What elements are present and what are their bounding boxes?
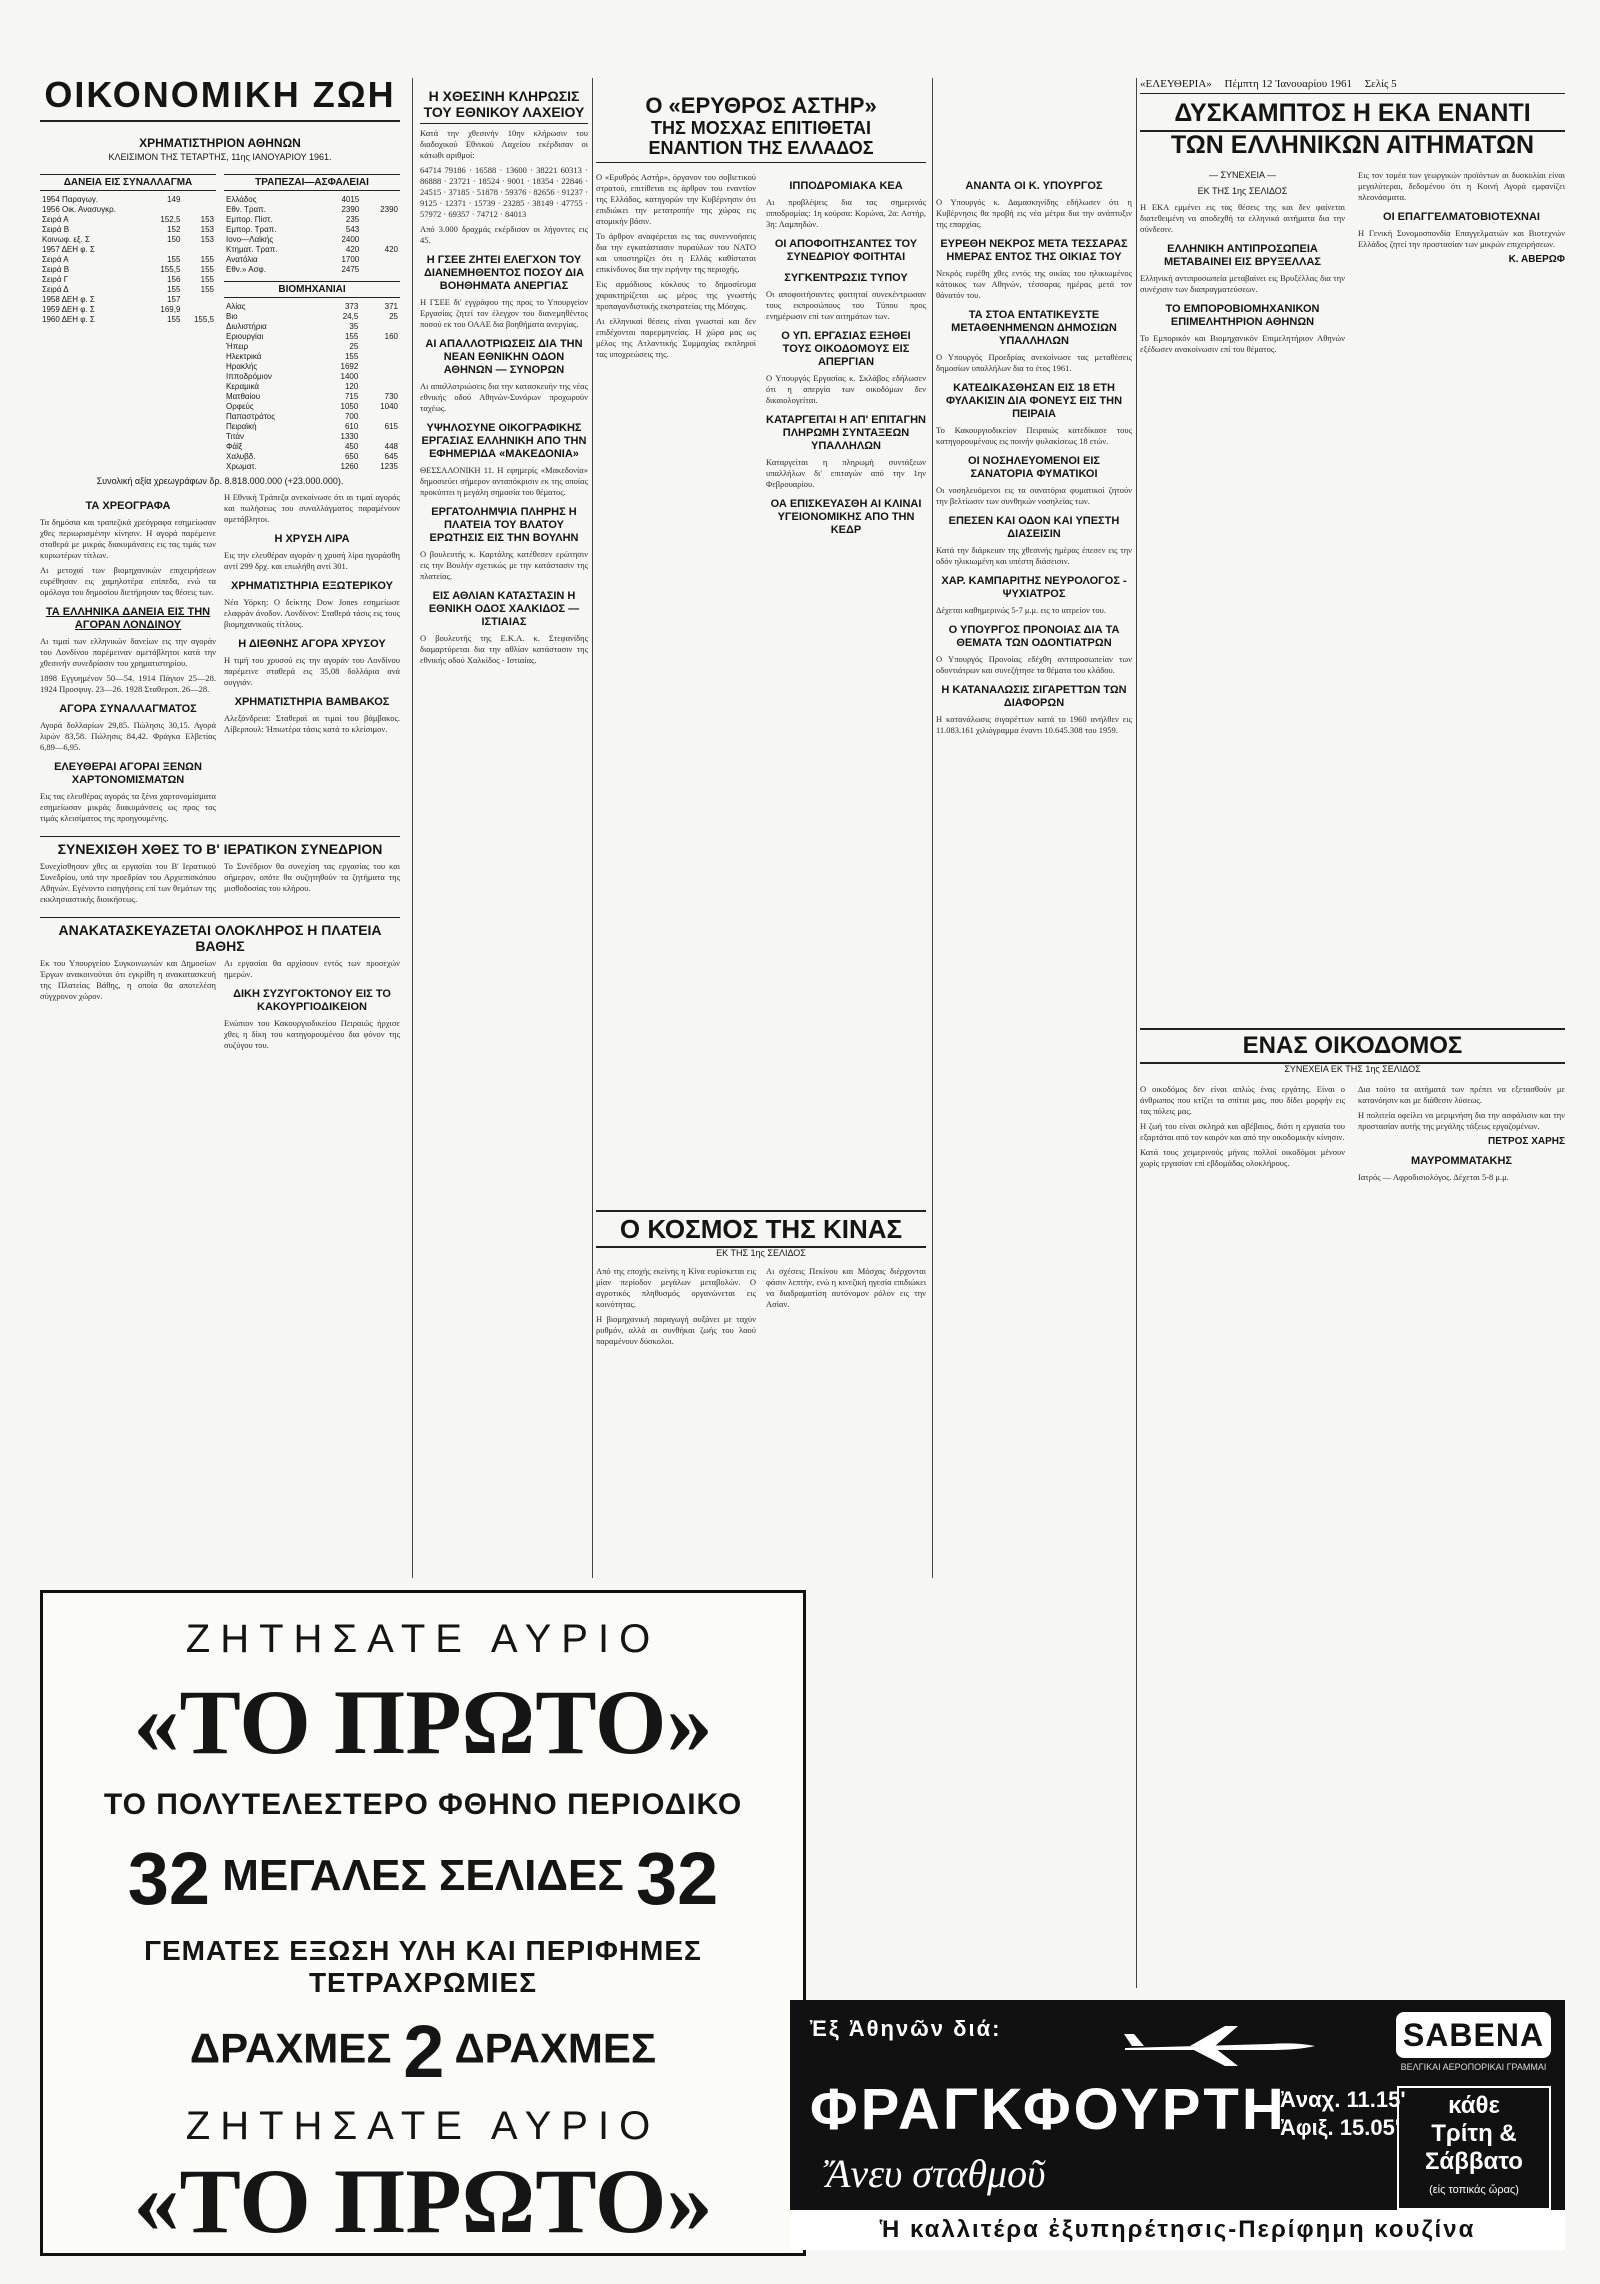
industry-table-head: ΒΙΟΜΗΧΑΝΙΑΙ [224, 281, 400, 298]
loan-row-value: 156 [167, 275, 181, 284]
heading-klirosi: Η ΧΘΕΣΙΝΗ ΚΛΗΡΩΣΙΣ ΤΟΥ ΕΘΝΙΚΟΥ ΛΑΧΕΙΟΥ [420, 88, 588, 124]
heading-apallotriwseis: ΑΙ ΑΠΑΛΛΟΤΡΙΩΣΕΙΣ ΔΙΑ ΤΗΝ ΝΕΑΝ ΕΘΝΙΚΗΝ ΟΔΟΝ ΑΘΗΝΩΝ — ΣΥΝΟΡΩΝ [425, 338, 583, 376]
industry-row-label: Παπαστράτος [226, 412, 276, 421]
bank-row [224, 205, 400, 215]
industry-row-label: Διυλιστήρια [226, 322, 267, 331]
heading-epaggelmatovio: ΟΙ ΕΠΑΓΓΕΛΜΑΤΟΒΙΟΤΕΧΝΑΙ [1383, 211, 1540, 223]
industry-row-value: 715 [344, 392, 359, 401]
top-story-col-a: Ο «Ερυθρός Αστήρ», όργανον του σοβιετικού στρατού, επιτίθεται εις άρθρον του εναντίον της Ελλάδος, κατηγορών την Κυβέρνησιν ότι επιδιώκει την μετατροπήν της χώρας εις ατομικήν βάσιν. Το άρθρον αναφέρεται εις τας συνεννοήσεις δια την εγκατάστασιν πυραύλων του ΝΑΤΟ και υποστηρίζει ότι η Ελλάς καθίσταται επικίνδυνος δια την ειρήνην της περιοχής. Εις αρμόδιους κύκλους το δημοσίευμα χαρακτηρίζεται ως μέρος της γνωστής προπαγανδιστικής εκστρατείας της Μόσχας. Αι ελληνικαί θέσεις είναι γνωσταί και δεν επιδέχονται παρερμηνείας. Η χώρα μας ως μέλος της Ατλαντικής Συμμαχίας εκπληροί τας υποχρεώσεις της. [596, 172, 756, 359]
industry-row-value: 371 [384, 302, 398, 311]
loan-row-value: 155 [200, 255, 214, 264]
bank-row-label: Κτηματ. Τραπ. [226, 245, 278, 254]
industry-row-value: 373 [344, 302, 359, 311]
paper-name: «ΕΛΕΥΘΕΡΙΑ» [1140, 78, 1212, 90]
industry-row-value: 1260 [340, 462, 359, 471]
industry-row-value: 155 [344, 332, 359, 341]
loan-row-value: 155 [200, 285, 214, 294]
dyskamptos-from-page: ΕΚ ΤΗΣ 1ης ΣΕΛΙΔΟΣ [1197, 186, 1288, 196]
industry-row-label: Βιο [226, 312, 238, 321]
loan-row-value: 152 [167, 225, 181, 234]
heading-ypourgeio: Ο ΥΠ. ΕΡΓΑΣΙΑΣ ΕΞΗΘΕΙ ΤΟΥΣ ΟΙΚΟΔΟΜΟΥΣ ΕΙΣ ΑΠΕΡΓΙΑΝ [781, 330, 911, 368]
loan-row-value [182, 205, 216, 215]
ad-proto-tagline: ΤΟ ΠΟΛΥΤΕΛΕΣΤΕΡΟ ΦΘΗΝΟ ΠΕΡΙΟΔΙΚΟ [103, 1788, 743, 1821]
dyskamptos-line-2: ΤΩΝ ΕΛΛΗΝΙΚΩΝ ΑΙΤΗΜΑΤΩΝ [1170, 131, 1535, 159]
industry-row-value: 615 [384, 422, 398, 431]
plateia-text: Εκ του Υπουργείου Συγκοινωνιών και Δημοσίων Έργων ανακοινούται ότι εγκρίθη η ανακατασκευή της Πλατείας Βάθης, η οποία θα αποτελέση σύγχρονον χώρον. Αι εργασίαι θα αρχίσουν εντός των προσεχών ημερών. ΔΙΚΗ ΣΥΖΥΓΟΚΤΟΝΟΥ ΕΙΣ ΤΟ ΚΑΚΟΥΡΓΙΟΔΙΚΕΙΟΝ Ενώπιον του Κακουργιοδικείου Πειραιώς ήρχισε χθες η δίκη του κατηγορουμένου δια φόνον της συζύγου του. [40, 958, 400, 1055]
loan-row-value [182, 195, 216, 205]
ad-sabena-days-1: κάθε [1448, 2092, 1500, 2119]
industry-row-label: Αλίας [226, 302, 246, 311]
loan-row [40, 255, 216, 265]
industry-row-label: Ηρακλής [226, 362, 258, 371]
finance-subcol-right: Η Εθνική Τράπεζα ανεκοίνωσε ότι αι τιμαί αγοράς και πωλήσεως του συναλλάγματος παραμένουν αμετάβλητοι. Η ΧΡΥΣΗ ΛΙΡΑ Εις την ελευθέραν αγοράν η χρυσή λίρα ηγοράσθη αντί 299 δρχ. και επωλήθη αντί 301. ΧΡΗΜΑΤΙΣΤΗΡΙΑ ΕΞΩΤΕΡΙΚΟΥ Νέα Υόρκη: Ο δείκτης Dow Jones εσημείωσε ελαφράν άνοδον. Λονδίνον: Σταθερά τάσις εις τους βιομηχανικούς τίτλους. Η ΔΙΕΘΝΗΣ ΑΓΟΡΑ ΧΡΥΣΟΥ Η τιμή του χρυσού εις την αγοράν του Λονδίνου παρέμεινε σταθερά εις 35,08 δολλάρια ανά ουγγιάν. ΧΡΗΜΑΤΙΣΤΗΡΙΑ ΒΑΜΒΑΚΟΣ Αλεξάνδρεια: Σταθεραί αι τιμαί του βάμβακος. Λίβερπουλ: Ήπιωτέρα τάσις κατά το κλείσιμον. [224, 492, 400, 734]
industry-row-value [360, 322, 400, 332]
bank-row-label: Εθν.» Ασφ. [226, 265, 266, 274]
heading-bouli: ΕΡΓΑΤΟΛΗΜΨΙΑ ΠΛΗΡΗΣ Η ΠΛΑΤΕΙΑ ΤΟΥ ΒΛΑΤΟΥ ΕΡΩΤΗΣΙΣ ΕΙΣ ΤΗΝ ΒΟΥΛΗΝ [429, 506, 579, 544]
industry-row-value: 1400 [340, 372, 359, 381]
loan-row-label: 1956 Οικ. Ανασυγκρ. [42, 205, 116, 214]
loan-row-label: Σειρά Α [42, 255, 69, 264]
oikodomos-col-b: Δια τούτο τα αιτήματά των πρέπει να εξετασθούν με κατανόησιν και με διάθεσιν λύσεως. Η πολιτεία οφείλει να μεριμνήση δια την ασφάλισιν και την προστασίαν αυτής της μεγάλης τάξεως εργαζομένων. ΠΕΤΡΟΣ ΧΑΡΗΣ ΜΑΥΡΟΜΜΑΤΑΚΗΣ Ιατρός — Αφροδισιολόγος. Δέχεται 5-8 μ.μ. [1358, 1084, 1565, 1182]
ad-to-proto[interactable] [40, 1590, 806, 2256]
loan-row-value: 155 [167, 285, 181, 294]
loan-row-label: 1957 ΔΕΗ φ. Σ [42, 245, 95, 254]
industry-row [224, 422, 400, 432]
total-value-line: Συνολική αξία χρεωγράφων δρ. 8.818.000.000 (+23.000.000). [96, 476, 344, 486]
ad-sabena-from: Ἐξ Ἀθηνῶν διά: [810, 2016, 1002, 2041]
bank-row-value: 2390 [341, 205, 360, 214]
industry-row-label: Πειραϊκή [226, 422, 257, 431]
bank-row [224, 195, 400, 205]
heading-chrysi-lira: Η ΧΡΥΣΗ ΛΙΡΑ [274, 533, 350, 545]
loan-row-value [182, 295, 216, 305]
bank-row-label: Ελλάδος [226, 195, 257, 204]
industry-row-value: 1330 [340, 432, 359, 441]
industry-row [224, 452, 400, 462]
industry-row-label: Ήπειρ [226, 342, 249, 351]
ad-proto-content: ΓΕΜΑΤΕΣ ΕΞΩΣΗ ΥΛΗ ΚΑΙ ΠΕΡΙΦΗΜΕΣ ΤΕΤΡΑΧΡΩΜΙΕΣ [144, 1935, 702, 1998]
dyskamptos-col-b: Εις τον τομέα των γεωργικών προϊόντων αι δυσκολίαι είναι μεγαλύτεραι, δεδομένου ότι η Κοινή Αγορά εμφανίζει πλεονάσματα. ΟΙ ΕΠΑΓΓΕΛΜΑΤΟΒΙΟΤΕΧΝΑΙ Η Γενική Συνομοσπονδία Επαγγελματιών και Βιοτεχνών Ελλάδος ζητεί την προστασίαν των μικρών επιχειρήσεων. Κ. ΑΒΕΡΩΦ [1358, 170, 1565, 265]
dyskamptos-line-1: ΔΥΣΚΑΜΠΤΟΣ Η ΕΚΑ ΕΝΑΝΤΙ [1140, 100, 1565, 132]
loan-row [40, 205, 216, 215]
banks-table [224, 168, 400, 472]
oikodomos-continued: ΣΥΝΕΧΕΙΑ ΕΚ ΤΗΣ 1ης ΣΕΛΙΔΟΣ [1284, 1064, 1421, 1074]
heading-emporovio: ΤΟ ΕΜΠΟΡΟΒΙΟΜΗΧΑΝΙΚΟΝ ΕΠΙΜΕΛΗΤΗΡΙΟΝ ΑΘΗΝΩΝ [1165, 303, 1320, 328]
industry-row [224, 462, 400, 472]
ad-proto-pages-text: ΜΕΓΑΛΕΣ ΣΕΛΙΔΕΣ [222, 1851, 624, 1901]
loan-row-label: Σειρά Β [42, 265, 70, 274]
heading-katargeitai: ΚΑΤΑΡΓΕΙΤΑΙ Η ΑΠ' ΕΠΙΤΑΓΗΝ ΠΛΗΡΩΜΗ ΣΥΝΤΑΞΕΩΝ ΥΠΑΛΛΗΛΩΝ [766, 414, 926, 452]
bank-row-value: 2475 [341, 265, 360, 274]
loan-row-value: 155,5 [160, 265, 181, 274]
loan-row-value: 155,5 [193, 315, 214, 324]
loan-row-value [149, 205, 183, 215]
industry-row [224, 432, 400, 442]
industry-row [224, 302, 400, 312]
industry-row-value [360, 382, 400, 392]
industry-row-value: 24,5 [342, 312, 359, 321]
industry-row-value [360, 342, 400, 352]
industry-row-label: Ιπποδρόμιον [226, 372, 272, 381]
headline-line-2: ΤΗΣ ΜΟΣΧΑΣ ΕΠΙΤΙΘΕΤΑΙ [650, 118, 872, 138]
bank-row-value [361, 215, 400, 225]
industry-row-label: Χρωματ. [226, 462, 257, 471]
industry-row-label: Ηλεκτρικά [226, 352, 262, 361]
banks-rows [224, 195, 400, 275]
bank-row [224, 245, 400, 255]
heading-mavrommatakis: ΜΑΥΡΟΜΜΑΤΑΚΗΣ [1410, 1155, 1513, 1167]
bank-row-value [361, 265, 400, 275]
newspaper-page [40, 30, 1565, 2250]
loan-row-value: 155 [200, 265, 214, 274]
heading-gsee: Η ΓΣΕΕ ΖΗΤΕΙ ΕΛΕΓΧΟΝ ΤΟΥ ΔΙΑΝΕΜΗΘΕΝΤΟΣ ΠΟΣΟΥ ΔΙΑ ΒΟΗΘΗΜΑΤΑ ΑΝΕΡΓΙΑΣ [423, 254, 585, 292]
loan-row [40, 215, 216, 225]
loan-row-value: 152,5 [160, 215, 181, 224]
column-rule [932, 78, 933, 1578]
loan-row-label: Σειρά Β [42, 225, 70, 234]
bank-row-label: Εμπορ. Τραπ. [226, 225, 277, 234]
industry-row [224, 402, 400, 412]
industry-row [224, 362, 400, 372]
heading-diethnis-agora: Η ΔΙΕΘΝΗΣ ΑΓΟΡΑ ΧΡΥΣΟΥ [238, 638, 386, 650]
headline-kosmos: Ο ΚΟΣΜΟΣ ΤΗΣ ΚΙΝΑΣ [596, 1210, 926, 1248]
loan-row [40, 225, 216, 235]
heading-odos: ΕΙΣ ΑΘΛΙΑΝ ΚΑΤΑΣΤΑΣΙΝ Η ΕΘΝΙΚΗ ΟΔΟΣ ΧΑΛΚΙΔΟΣ — ΙΣΤΙΑΙΑΣ [428, 590, 580, 628]
heading-xreografa: ΤΑ ΧΡΕΟΓΡΑΦΑ [85, 500, 171, 512]
industry-row-label: Ορφεύς [226, 402, 254, 411]
page-header-line [1140, 78, 1565, 94]
headline-line-3: ΕΝΑΝΤΙΟΝ ΤΗΣ ΕΛΛΑΔΟΣ [596, 138, 926, 163]
heading-hellenic-loans: ΤΑ ΕΛΛΗΝΙΚΑ ΔΑΝΕΙΑ ΕΙΣ ΤΗΝ ΑΓΟΡΑΝ ΛΟΝΔΙΝΟΥ [45, 606, 211, 631]
industry-row [224, 342, 400, 352]
industry-row-label: Ματθαίου [226, 392, 261, 401]
loan-row-value [182, 305, 216, 315]
heading-xrimatistiria: ΧΡΗΜΑΤΙΣΤΗΡΙΑ ΕΞΩΤΕΡΙΚΟΥ [231, 580, 393, 592]
ad-proto-price-pre: ΔΡΑΧΜΕΣ [189, 2024, 392, 2072]
industry-row-value: 610 [344, 422, 359, 431]
heading-apoxiriseis: ΟΙ ΑΠΟΦΟΙΤΗΣΑΝΤΕΣ ΤΟΥ ΣΥΝΕΔΡΙΟΥ ΦΟΙΤΗΤΑΙ [774, 238, 918, 263]
ad-sabena-days-2: Τρίτη & Σάββατο [1425, 2120, 1523, 2175]
industry-row-value: 120 [344, 382, 359, 391]
industry-row-label: Εριουργίαι [226, 332, 264, 341]
heading-bambakos: ΧΡΗΜΑΤΙΣΤΗΡΙΑ ΒΑΜΒΑΚΟΣ [234, 696, 390, 708]
bank-row [224, 215, 400, 225]
loan-row-label: Σειρά Δ [42, 285, 69, 294]
signature-aberop: Κ. ΑΒΕΡΩΦ [1508, 254, 1565, 265]
loan-row [40, 265, 216, 275]
industry-row-value: 730 [384, 392, 398, 401]
column-rule [412, 78, 413, 1578]
column-finance [40, 130, 400, 1055]
dyskamptos-headline [1140, 100, 1565, 162]
ad-proto-pages-num-2: 32 [635, 1837, 719, 1920]
heading-synodos: ΣΥΝΕΧΙΣΘΗ ΧΘΕΣ ΤΟ Β' ΙΕΡΑΤΙΚΟΝ ΣΥΝΕΔΡΙΟΝ [40, 836, 400, 857]
bank-row [224, 235, 400, 245]
finance-subcolumns [40, 492, 400, 828]
heading-nekros: ΕΥΡΕΘΗ ΝΕΚΡΟΣ ΜΕΤΑ ΤΕΣΣΑΡΑΣ ΗΜΕΡΑΣ ΕΝΤΟΣ ΤΗΣ ΟΙΚΙΑΣ ΤΟΥ [940, 238, 1128, 263]
heading-dimosioi: ΤΑ ΣΤΟΑ ΕΝΤΑΤΙΚΕΥΣΤΕ ΜΕΤΑΘΕΝΗΜΕΝΩΝ ΔΗΜΟΣΙΩΝ ΥΠΑΛΛΗΛΩΝ [951, 309, 1117, 347]
loan-row-value: 150 [167, 235, 181, 244]
heading-agora-synallagmatos: ΑΓΟΡΑ ΣΥΝΑΛΛΑΓΜΑΤΟΣ [59, 703, 197, 715]
loan-row-value: 155 [167, 255, 181, 264]
loan-row-value: 149 [167, 195, 181, 204]
heading-ippodromiaka: ΙΠΠΟΔΡΟΜΙΑΚΑ ΚΕΑ [789, 180, 903, 192]
ad-proto-pages-num: 32 [127, 1837, 211, 1920]
ad-sabena-days-3: (εἰς τοπικάς ὥρας) [1429, 2184, 1519, 2196]
industry-row [224, 392, 400, 402]
loan-row-value: 155 [200, 275, 214, 284]
loans-rows [40, 195, 216, 325]
bank-row-value: 1700 [341, 255, 360, 264]
loan-row-value [149, 245, 183, 255]
ad-sabena[interactable] [790, 2000, 1565, 2250]
ad-proto-price-post: ΔΡΑΧΜΕΣ [454, 2024, 657, 2072]
industry-row-label: Τιτάν [226, 432, 245, 441]
heading-typos: ΣΥΓΚΕΝΤΡΩΣΙΣ ΤΥΠΟΥ [784, 272, 908, 284]
loan-row [40, 295, 216, 305]
loan-row-label: 1960 ΔΕΗ φ. Σ [42, 315, 95, 324]
industry-row [224, 412, 400, 422]
kosmos-col-a: Από της εποχής εκείνης η Κίνα ευρίσκεται εις μίαν περίοδον μεγάλων μεταβολών. Ο αγροτικός πληθυσμός οργανώνεται εις κοινότητας. Η βιομηχανική παραγωγή αυξάνει με ταχύν ρυθμόν, αλλά αι συνθήκαι ζωής του λαού παραμένουν δύσκολοι. [596, 1266, 756, 1346]
column-rule [1136, 78, 1137, 1988]
loan-row-value: 169,9 [160, 305, 181, 314]
loan-row [40, 235, 216, 245]
loan-row-label: 1954 Παραγωγ. [42, 195, 99, 204]
industry-row [224, 442, 400, 452]
heading-eleftherai-agorai: ΕΛΕΥΘΕΡΑΙ ΑΓΟΡΑΙ ΞΕΝΩΝ ΧΑΡΤΟΝΟΜΙΣΜΑΤΩΝ [54, 761, 202, 786]
bank-row-value: 2400 [341, 235, 360, 244]
industry-row [224, 322, 400, 332]
loan-row-label: Σειρά Α [42, 215, 69, 224]
kosmos-continued: ΕΚ ΤΗΣ 1ης ΣΕΛΙΔΟΣ [716, 1248, 806, 1258]
industry-row-value: 35 [349, 322, 359, 331]
bank-row-label: Ιονο—Λαϊκής [226, 235, 274, 244]
loan-row [40, 305, 216, 315]
loan-row-value [182, 245, 216, 255]
bank-row [224, 255, 400, 265]
loan-row [40, 245, 216, 255]
ad-proto-title-2: «ΤΟ ΠΡΩΤΟ» [133, 2150, 713, 2252]
synodos-text: Συνεχίσθησαν χθες αι εργασίαι του Β' Ιερατικού Συνεδρίου, υπό την προεδρίαν του Αρχιεπισκόπου Αθηνών. Εγένοντο εισηγήσεις επί των θεμάτων της εκκλησιαστικής διοικήσεως. Το Συνέδριον θα συνεχίση τας εργασίας του και σήμερον, οπότε θα συζητηθούν τα ζητήματα της μισθοδοσίας του κλήρου. [40, 861, 400, 904]
industry-row-value: 650 [344, 452, 359, 461]
heading-katadikasthis: ΚΑΤΕΔΙΚΑΣΘΗΣΑΝ ΕΙΣ 18 ΕΤΗ ΦΥΛΑΚΙΣΙΝ ΔΙΑ ΦΟΝΕΥΣ ΕΙΣ ΤΗΝ ΠΕΙΡΑΙΑ [945, 382, 1123, 420]
industry-row [224, 312, 400, 322]
ad-proto-line-1: ΖΗΤΗΣΑΤΕ ΑΥΡΙΟ [185, 1617, 661, 1661]
heading-elliniki-antiprosopeia: ΕΛΛΗΝΙΚΗ ΑΝΤΙΠΡΟΣΩΠΕΙΑ ΜΕΤΑΒΑΙΝΕΙ ΕΙΣ ΒΡΥΞΕΛΛΑΣ [1164, 243, 1321, 268]
bank-row-value [361, 225, 400, 235]
heading-sanatoria: ΟΙ ΝΟΣΗΛΕΥΟΜΕΝΟΙ ΕΙΣ ΣΑΝΑΤΟΡΙΑ ΦΥΜΑΤΙΚΟΙ [968, 455, 1100, 480]
industry-row-value: 448 [384, 442, 398, 451]
heading-kampadritis: ΧΑΡ. ΚΑΜΠΑΡΙΤΗΣ ΝΕΥΡΟΛΟΓΟΣ - ΨΥΧΙΑΤΡΟΣ [941, 575, 1127, 600]
ad-proto-price [43, 2009, 803, 2094]
loan-row-value: 153 [200, 225, 214, 234]
industry-row-value: 1692 [340, 362, 359, 371]
industry-row-value: 155 [344, 352, 359, 361]
finance-subcol-left: ΤΑ ΧΡΕΟΓΡΑΦΑ Τα δημόσια και τραπεζικά χρεόγραφα εσημείωσαν χθες περιωρισμένην κίνησιν. Η αγορά παρέμεινε σταθερά με μικράς διακυμάνσεις εις τας τιμάς των κυριωτέρων τίτλων. Αι μετοχαί των βιομηχανικών επιχειρήσεων ευρέθησαν εις χαμηλοτέρα επίπεδα, ενώ τα ομόλογα του δημοσίου διετήρησαν τας θέσεις των. ΤΑ ΕΛΛΗΝΙΚΑ ΔΑΝΕΙΑ ΕΙΣ ΤΗΝ ΑΓΟΡΑΝ ΛΟΝΔΙΝΟΥ Αι τιμαί των ελληνικών δανείων εις την αγοράν του Λονδίνου παρέμειναν αμετάβλητοι κατά την χθεσινήν συνεδρίασιν του χρηματιστηρίου. 1898 Εγγυημένον 50—54. 1914 Πάγιον 25—28. 1924 Προσφυγ. 23—26. 1928 Σταθεροπ. 26—28. ΑΓΟΡΑ ΣΥΝΑΛΛΑΓΜΑΤΟΣ Αγορά δολλαρίων 29,85. Πώλησις 30,15. Αγορά λιρών 83,58. Πώλησις 84,42. Φράγκα Ελβετίας 6,89—6,95. ΕΛΕΥΘΕΡΑΙ ΑΓΟΡΑΙ ΞΕΝΩΝ ΧΑΡΤΟΝΟΜΙΣΜΑΤΩΝ Εις τας ελευθέρας αγοράς τα ξένα χαρτονομίσματα εσημείωσαν μικράς διακυμάνσεις ως προς τας τιμάς κλεισίματος της προηγουμένης. [40, 500, 216, 823]
industry-row-value: 25 [389, 312, 398, 321]
loan-row-value: 157 [167, 295, 181, 304]
bank-row-value [361, 255, 400, 265]
banks-table-head: ΤΡΑΠΕΖΑΙ—ΑΣΦΑΛΕΙΑΙ [224, 174, 400, 191]
industry-row-label: Χαλυβδ. [226, 452, 256, 461]
bank-row-value: 4015 [341, 195, 360, 204]
heading-odontiatrwn: Ο ΥΠΟΥΡΓΟΣ ΠΡΟΝΟΙΑΣ ΔΙΑ ΤΑ ΘΕΜΑΤΑ ΤΩΝ ΟΔΟΝΤΙΑΤΡΩΝ [948, 624, 1120, 649]
ad-sabena-times [1280, 2086, 1406, 2142]
column-rule [592, 78, 593, 1578]
industry-row [224, 382, 400, 392]
industry-row-value [360, 372, 400, 382]
dyskamptos-col-a: — ΣΥΝΕΧΕΙΑ — ΕΚ ΤΗΣ 1ης ΣΕΛΙΔΟΣ Η ΕΚΑ εμμένει εις τας θέσεις της και δεν φαίνεται διατεθειμένη να αποδεχθή τα ελληνικά αιτήματα δια την σύνδεσιν. ΕΛΛΗΝΙΚΗ ΑΝΤΙΠΡΟΣΩΠΕΙΑ ΜΕΤΑΒΑΙΝΕΙ ΕΙΣ ΒΡΥΞΕΛΛΑΣ Ελληνική αντιπροσωπεία μεταβαίνει εις Βρυξέλλας δια την συνέχισιν των διαπραγματεύσεων. ΤΟ ΕΜΠΟΡΟΒΙΟΜΗΧΑΝΙΚΟΝ ΕΠΙΜΕΛΗΤΗΡΙΟΝ ΑΘΗΝΩΝ Το Εμπορικόν και Βιομηχανικόν Επιμελητήριον Αθηνών εξέδωσεν ανακοίνωσιν επί του θέματος. [1140, 170, 1345, 354]
page-number: Σελίς 5 [1364, 78, 1397, 90]
ad-sabena-slogan: Ἡ καλλιτέρα ἐξυπηρέτησις-Περίφημη κουζίνα [790, 2210, 1565, 2250]
loan-row [40, 315, 216, 325]
heading-makedonia: ΥΨΗΛΟΣΥΝΕ ΟΙΚΟΓΡΑΦΙΚΗΣ ΕΡΓΑΣΙΑΣ ΕΛΛΗΝΙΚΗ ΑΠΟ ΤΗΝ ΕΦΗΜΕΡΙΔΑ «ΜΑΚΕΔΟΝΙΑ» [421, 422, 587, 460]
industry-row-value: 1050 [340, 402, 359, 411]
loans-table-head: ΔΑΝΕΙΑ ΕΙΣ ΣΥΝΑΛΛΑΓΜΑ [40, 174, 216, 191]
loan-row-label: 1959 ΔΕΗ φ. Σ [42, 305, 95, 314]
oikodomos-col-a: Ο οικοδόμος δεν είναι απλώς ένας εργάτης. Είναι ο άνθρωπος που κτίζει τα σπίτια μας, που δίδει μορφήν εις τας πόλεις μας. Η ζωή του είναι σκληρά και αβέβαιος, διότι η εργασία του εξαρτάται από τον καιρόν και από την οικοδομικήν κίνησιν. Κατά τους χειμερινούς μήνας πολλοί οικοδόμοι μένουν χωρίς εργασίαν επί εβδομάδας ολοκλήρους. [1140, 1084, 1345, 1168]
dyskamptos-continued: — ΣΥΝΕΧΕΙΑ — [1208, 170, 1277, 180]
issue-date: Πέμπτη 12 Ἰανουαρίου 1961 [1224, 78, 1352, 90]
bank-row-label: Εμπορ. Πίστ. [226, 215, 273, 224]
dikh-block: Αι εργασίαι θα αρχίσουν εντός των προσεχών ημερών. ΔΙΚΗ ΣΥΖΥΓΟΚΤΟΝΟΥ ΕΙΣ ΤΟ ΚΑΚΟΥΡΓΙΟΔΙΚΕΙΟΝ Ενώπιον του Κακουργιοδικείου Πειραιώς ήρχισε χθες η δίκη του κατηγορουμένου δια φόνον της συζύγου του. [224, 958, 400, 1050]
ad-proto-line-7: ΖΗΤΗΣΑΤΕ ΑΥΡΙΟ [185, 2104, 661, 2148]
industry-row [224, 372, 400, 382]
industry-row-value: 1235 [380, 462, 398, 471]
loan-row [40, 285, 216, 295]
heading-epesen: ΕΠΕΣΕΝ ΚΑΙ ΟΔΟΝ ΚΑΙ ΥΠΕΣΤΗ ΔΙΑΣΕΙΣΙΝ [948, 515, 1120, 540]
heading-episkepsi: ΟΑ ΕΠΙΣΚΕΥΑΣΘΗ ΑΙ ΚΛΙΝΑΙ ΥΓΕΙΟΝΟΜΙΚΗΣ ΑΠΟ ΤΗΝ ΚΕΔΡ [770, 498, 922, 536]
loan-row-label: Κοινωφ. εξ. Σ [42, 235, 90, 244]
industry-row-value: 645 [384, 452, 398, 461]
industry-row [224, 332, 400, 342]
industry-row-label: Φάϊξ [226, 442, 243, 451]
heading-dikh: ΔΙΚΗ ΣΥΖΥΓΟΚΤΟΝΟΥ ΕΙΣ ΤΟ ΚΑΚΟΥΡΓΙΟΔΙΚΕΙΟΝ [233, 988, 391, 1013]
industry-row-value: 160 [384, 332, 398, 341]
industry-row-value: 450 [344, 442, 359, 451]
ad-proto-title: «ΤΟ ΠΡΩΤΟ» [133, 1671, 713, 1773]
column-four: ΑΝΑΝΤΑ ΟΙ Κ. ΥΠΟΥΡΓΟΣ Ο Υπουργός κ. Δαμασκηνίδης εδήλωσεν ότι η Κυβέρνησις θα προβή εις νέα μέτρα δια την ανάπτυξιν της επαρχίας. ΕΥΡΕΘΗ ΝΕΚΡΟΣ ΜΕΤΑ ΤΕΣΣΑΡΑΣ ΗΜΕΡΑΣ ΕΝΤΟΣ ΤΗΣ ΟΙΚΙΑΣ ΤΟΥ Νεκρός ευρέθη χθες εντός της οικίας του ηλικιωμένος κάτοικος των Αθηνών, τέσσαρας ημέρας μετά τον θάνατόν του. ΤΑ ΣΤΟΑ ΕΝΤΑΤΙΚΕΥΣΤΕ ΜΕΤΑΘΕΝΗΜΕΝΩΝ ΔΗΜΟΣΙΩΝ ΥΠΑΛΛΗΛΩΝ Ο Υπουργός Προεδρίας ανεκοίνωσε τας μεταθέσεις δημοσίων υπαλλήλων δια το έτος 1961. ΚΑΤΕΔΙΚΑΣΘΗΣΑΝ ΕΙΣ 18 ΕΤΗ ΦΥΛΑΚΙΣΙΝ ΔΙΑ ΦΟΝΕΥΣ ΕΙΣ ΤΗΝ ΠΕΙΡΑΙΑ Το Κακουργιοδικείον Πειραιώς κατεδίκασε τους κατηγορουμένους εις ποινήν φυλακίσεως 18 ετών. ΟΙ ΝΟΣΗΛΕΥΟΜΕΝΟΙ ΕΙΣ ΣΑΝΑΤΟΡΙΑ ΦΥΜΑΤΙΚΟΙ Οι νοσηλευόμενοι εις τα σανατόρια φυματικοί ζητούν την βελτίωσιν των συνθηκών νοσηλείας των. ΕΠΕΣΕΝ ΚΑΙ ΟΔΟΝ ΚΑΙ ΥΠΕΣΤΗ ΔΙΑΣΕΙΣΙΝ Κατά την διάρκειαν της χθεσινής ημέρας έπεσεν εις την οδόν ηλικιωμένη και υπέστη διάσεισιν. ΧΑΡ. ΚΑΜΠΑΡΙΤΗΣ ΝΕΥΡΟΛΟΓΟΣ - ΨΥΧΙΑΤΡΟΣ Δέχεται καθημερινώς 5-7 μ.μ. εις το ιατρείον του. Ο ΥΠΟΥΡΓΟΣ ΠΡΟΝΟΙΑΣ ΔΙΑ ΤΑ ΘΕΜΑΤΑ ΤΩΝ ΟΔΟΝΤΙΑΤΡΩΝ Ο Υπουργός Προνοίας εδέχθη αντιπροσωπείαν των οδοντιάτρων και συνεζήτησε τα θέματα του κλάδου. Η ΚΑΤΑΝΑΛΩΣΙΣ ΣΙΓΑΡΕΤΤΩΝ ΤΩΝ ΔΙΑΦΟΡΩΝ Η κατανάλωσις σιγαρέττων κατά το 1960 ανήλθεν εις 11.083.161 χιλιόγραμμα έναντι 10.645.308 του 1959. [936, 180, 1132, 735]
bank-row-value [361, 195, 400, 205]
industry-row-value: 25 [349, 342, 359, 351]
bank-row [224, 265, 400, 275]
loan-row-label: Σειρά Γ [42, 275, 69, 284]
ad-sabena-nonstop: Ἄνευ σταθμοῦ [826, 2151, 1046, 2196]
ad-sabena-arrive: Ἀφιξ. 15.05' [1280, 2115, 1401, 2140]
ad-sabena-depart: Ἀναχ. 11.15' [1280, 2087, 1406, 2112]
kosmos-col-b: Αι σχέσεις Πεκίνου και Μόσχας διέρχονται φάσιν λεπτήν, ενώ η κινεζική ηγεσία επιδιώκει να διαδραματίση αυτόνομον ρόλον εις την Ασίαν. [766, 1266, 926, 1309]
ad-proto-price-num: 2 [403, 2010, 445, 2093]
ad-sabena-days [1397, 2086, 1551, 2210]
ad-sabena-destination: ΦΡΑΓΚΦΟΥΡΤΗ [810, 2077, 1287, 2142]
industry-row-value: 700 [344, 412, 359, 421]
loans-table [40, 168, 216, 472]
bank-row-value [361, 235, 400, 245]
bank-row-label: Εθν. Τραπ. [226, 205, 266, 214]
industry-row-value: 1040 [380, 402, 398, 411]
bank-row-value: 543 [345, 225, 360, 234]
section-masthead: ΟΙΚΟΝΟΜΙΚΗ ΖΩΗ [40, 74, 400, 122]
industry-row-label: Κεραμικά [226, 382, 259, 391]
heading-katanalwseis: Η ΚΑΤΑΝΑΛΩΣΙΣ ΣΙΓΑΡΕΤΤΩΝ ΤΩΝ ΔΙΑΦΟΡΩΝ [941, 684, 1127, 709]
stock-exchange-date: ΚΛΕΙΣΙΜΟΝ ΤΗΣ ΤΕΤΑΡΤΗΣ, 11ης ΙΑΝΟΥΑΡΙΟΥ 1961. [108, 152, 332, 162]
bank-row-value: 2390 [380, 205, 398, 214]
headline-oikodomos: ΕΝΑΣ ΟΙΚΟΔΟΜΟΣ [1140, 1028, 1565, 1064]
headline-line-1: Ο «ΕΡΥΘΡΟΣ ΑΣΤΗΡ» [645, 93, 877, 118]
heading-ananta: ΑΝΑΝΤΑ ΟΙ Κ. ΥΠΟΥΡΓΟΣ [965, 180, 1103, 192]
industry-row [224, 352, 400, 362]
loan-row [40, 195, 216, 205]
ad-proto-pages [43, 1836, 803, 1921]
industry-rows [224, 302, 400, 472]
industry-row-value [360, 412, 400, 422]
column-two: Η ΧΘΕΣΙΝΗ ΚΛΗΡΩΣΙΣ ΤΟΥ ΕΘΝΙΚΟΥ ΛΑΧΕΙΟΥ Κατά την χθεσινήν 10ην κλήρωσιν του διαδοχικού Εθνικού Λαχείου εκέρδισαν οι κάτωθι αριθμοί: 64714 79186 · 16588 · 13600 · 38221 60313 · 86888 · 23721 · 18524 · 9001 · 18354 · 22846 · 24515 · 37185 · 51878 · 59376 · 82656 · 91237 · 9125 · 12371 · 15739 · 23285 · 38149 · 47755 · 57972 · 69357 · 74712 · 84013 Από 3.000 δραχμάς εκέρδισαν οι λήγοντες εις 45. Η ΓΣΕΕ ΖΗΤΕΙ ΕΛΕΓΧΟΝ ΤΟΥ ΔΙΑΝΕΜΗΘΕΝΤΟΣ ΠΟΣΟΥ ΔΙΑ ΒΟΗΘΗΜΑΤΑ ΑΝΕΡΓΙΑΣ Η ΓΣΕΕ δι' εγγράφου της προς το Υπουργείον Εργασίας ζητεί τον έλεγχον του διανεμηθέντος ποσού εκ του ΟΑΑΕ δια βοηθήματα ανεργίας. ΑΙ ΑΠΑΛΛΟΤΡΙΩΣΕΙΣ ΔΙΑ ΤΗΝ ΝΕΑΝ ΕΘΝΙΚΗΝ ΟΔΟΝ ΑΘΗΝΩΝ — ΣΥΝΟΡΩΝ Αι απαλλοτριώσεις δια την κατασκευήν της νέας εθνικής οδού Αθηνών-Συνόρων προχωρούν ταχέως. ΥΨΗΛΟΣΥΝΕ ΟΙΚΟΓΡΑΦΙΚΗΣ ΕΡΓΑΣΙΑΣ ΕΛΛΗΝΙΚΗ ΑΠΟ ΤΗΝ ΕΦΗΜΕΡΙΔΑ «ΜΑΚΕΔΟΝΙΑ» ΘΕΣΣΑΛΟΝΙΚΗ 11. Η εφημερίς «Μακεδονία» δημοσιεύει σήμερον ανταπόκρισιν εκ της οποίας προκύπτει η μεγάλη σημασία του θέματος. ΕΡΓΑΤΟΛΗΜΨΙΑ ΠΛΗΡΗΣ Η ΠΛΑΤΕΙΑ ΤΟΥ ΒΛΑΤΟΥ ΕΡΩΤΗΣΙΣ ΕΙΣ ΤΗΝ ΒΟΥΛΗΝ Ο βουλευτής κ. Καρτάλης κατέθεσεν ερώτησιν εις την Βουλήν σχετικώς με την κατάστασιν της πλατείας. ΕΙΣ ΑΘΛΙΑΝ ΚΑΤΑΣΤΑΣΙΝ Η ΕΘΝΙΚΗ ΟΔΟΣ ΧΑΛΚΙΔΟΣ — ΙΣΤΙΑΙΑΣ Ο βουλευτής της Ε.Κ.Α. κ. Στεφανίδης διαμαρτύρεται δια την αθλίαν κατάστασιν της εθνικής οδού Χαλκίδος - Ιστιαίας. [420, 88, 588, 665]
bank-row-value: 420 [384, 245, 398, 254]
loan-row-value: 153 [200, 215, 214, 224]
industry-row-value [360, 352, 400, 362]
bank-row-value: 235 [345, 215, 360, 224]
top-story-headline [596, 94, 926, 163]
stock-exchange-title: ΧΡΗΜΑΤΙΣΤΗΡΙΟΝ ΑΘΗΝΩΝ [139, 136, 301, 150]
bank-row-value: 420 [345, 245, 360, 254]
loan-row-label: 1958 ΔΕΗ φ. Σ [42, 295, 95, 304]
industry-row-value [360, 432, 400, 442]
industry-row-value [360, 362, 400, 372]
bank-row-label: Ανατόλια [226, 255, 258, 264]
bank-row [224, 225, 400, 235]
signature-petros: ΠΕΤΡΟΣ ΧΑΡΗΣ [1487, 1136, 1565, 1147]
top-story-col-b: ΙΠΠΟΔΡΟΜΙΑΚΑ ΚΕΑ Αι προβλέψεις δια τας σημερινάς ιπποδρομίας: 1η κούρσα: Κορώνα, 2α: Αστήρ, 3η: Λαμπηδών. ΟΙ ΑΠΟΦΟΙΤΗΣΑΝΤΕΣ ΤΟΥ ΣΥΝΕΔΡΙΟΥ ΦΟΙΤΗΤΑΙ ΣΥΓΚΕΝΤΡΩΣΙΣ ΤΥΠΟΥ Οι αποφοιτήσαντες φοιτηταί συνεκέντρωσαν τους εκπροσώπους του Τύπου προς ενημέρωσιν επί των αιτημάτων των. Ο ΥΠ. ΕΡΓΑΣΙΑΣ ΕΞΗΘΕΙ ΤΟΥΣ ΟΙΚΟΔΟΜΟΥΣ ΕΙΣ ΑΠΕΡΓΙΑΝ Ο Υπουργός Εργασίας κ. Σκλάβος εδήλωσεν ότι η απεργία των οικοδόμων δεν δικαιολογείται. ΚΑΤΑΡΓΕΙΤΑΙ Η ΑΠ' ΕΠΙΤΑΓΗΝ ΠΛΗΡΩΜΗ ΣΥΝΤΑΞΕΩΝ ΥΠΑΛΛΗΛΩΝ Καταργείται η πληρωμή συντάξεων υπαλλήλων δι' επιταγών από την 1ην Φεβρουαρίου. ΟΑ ΕΠΙΣΚΕΥΑΣΘΗ ΑΙ ΚΛΙΝΑΙ ΥΓΕΙΟΝΟΜΙΚΗΣ ΑΠΟ ΤΗΝ ΚΕΔΡ [766, 180, 926, 536]
stock-tables [40, 168, 400, 472]
airplane-icon [1120, 2020, 1320, 2070]
loan-row-value: 155 [167, 315, 181, 324]
ad-sabena-tagline: ΒΕΛΓΙΚΑΙ ΑΕΡΟΠΟΡΙΚΑΙ ΓΡΑΜΜΑΙ [1400, 2062, 1547, 2072]
ad-sabena-brand: SABENA [1396, 2012, 1551, 2058]
loan-row [40, 275, 216, 285]
loan-row-value: 153 [200, 235, 214, 244]
heading-plateia: ΑΝΑΚΑΤΑΣΚΕΥΑΖΕΤΑΙ ΟΛΟΚΛΗΡΟΣ Η ΠΛΑΤΕΙΑ ΒΑΘΗΣ [40, 917, 400, 954]
